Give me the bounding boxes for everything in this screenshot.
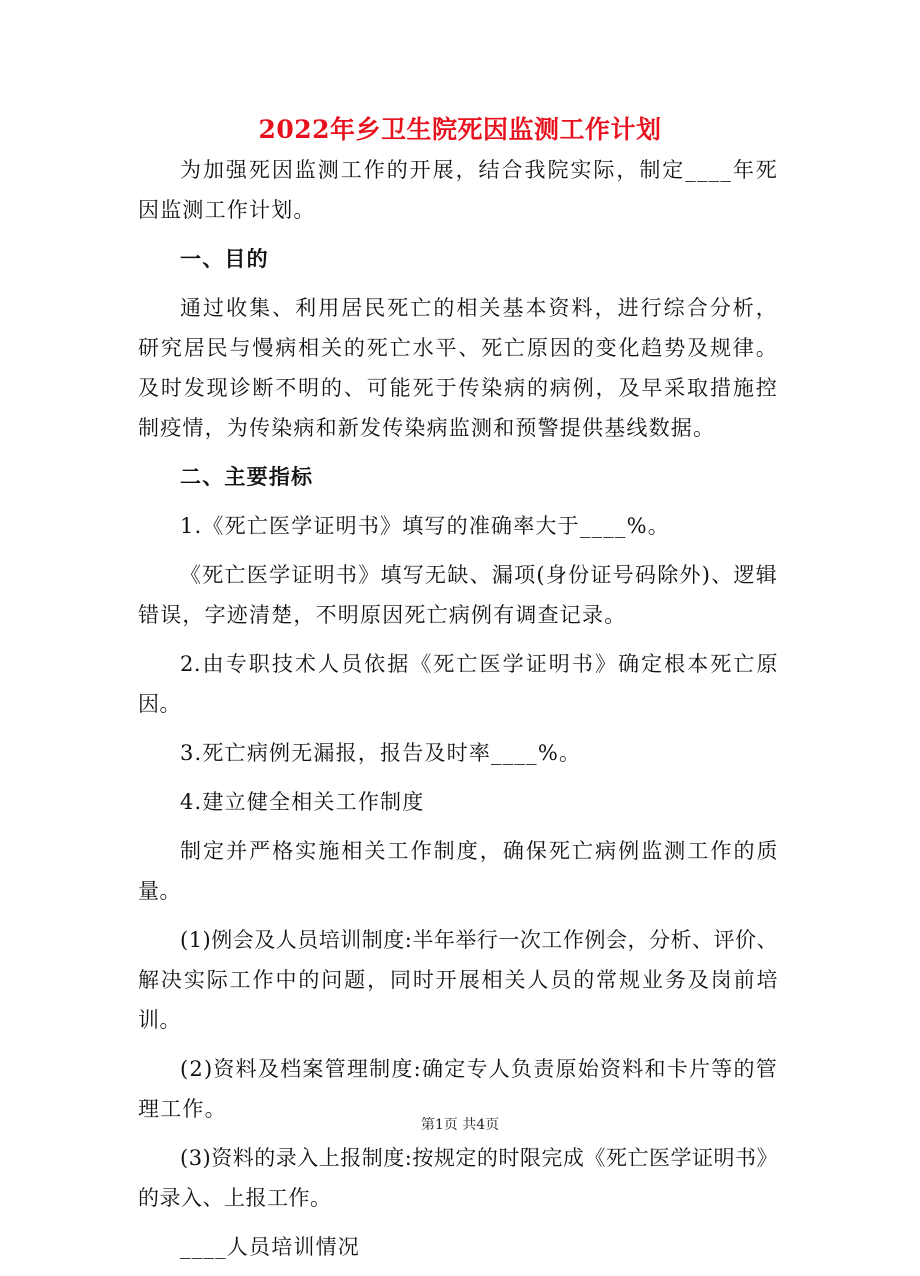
system-item-3: (3)资料的录入上报制度:按规定的时限完成《死亡医学证明书》的录入、上报工作。 — [138, 1146, 778, 1210]
indicator-item-1-detail: 《死亡医学证明书》填写无缺、漏项(身份证号码除外)、逻辑错误，字迹清楚，不明原因死亡病例有调查记录。 — [138, 563, 778, 627]
indicator-item-1: 1.《死亡医学证明书》填写的准确率大于____%。 — [180, 514, 670, 538]
indicator-item-4-detail: 制定并严格实施相关工作制度，确保死亡病例监测工作的质量。 — [138, 839, 778, 903]
training-item: ____人员培训情况 — [180, 1235, 360, 1259]
system-item-1: (1)例会及人员培训制度:半年举行一次工作例会，分析、评价、解决实际工作中的问题，同时开展相关人员的常规业务及岗前培训。 — [138, 928, 778, 1032]
intro-paragraph: 为加强死因监测工作的开展，结合我院实际，制定____年死因监测工作计划。 — [138, 158, 778, 222]
indicator-item-4: 4.建立健全相关工作制度 — [180, 790, 425, 814]
section-heading-indicators: 二、主要指标 — [180, 464, 314, 489]
page-indicator: 第1页 共4页 — [420, 1117, 500, 1133]
document-title: 2022年乡卫生院死因监测工作计划 — [258, 115, 662, 144]
section-heading-purpose: 一、目的 — [180, 246, 269, 271]
document-body — [138, 150, 778, 1276]
indicator-item-2: 2.由专职技术人员依据《死亡医学证明书》确定根本死亡原因。 — [138, 652, 778, 716]
indicator-item-3: 3.死亡病例无漏报，报告及时率____%。 — [180, 741, 582, 765]
purpose-paragraph: 通过收集、利用居民死亡的相关基本资料，进行综合分析，研究居民与慢病相关的死亡水平、死亡原因的变化趋势及规律。及时发现诊断不明的、可能死于传染病的病例，及早采取措施控制疫情，为传染病和新发传染病监测和预警提供基线数据。 — [138, 296, 778, 440]
system-item-2: (2)资料及档案管理制度:确定专人负责原始资料和卡片等的管理工作。 — [138, 1057, 778, 1121]
